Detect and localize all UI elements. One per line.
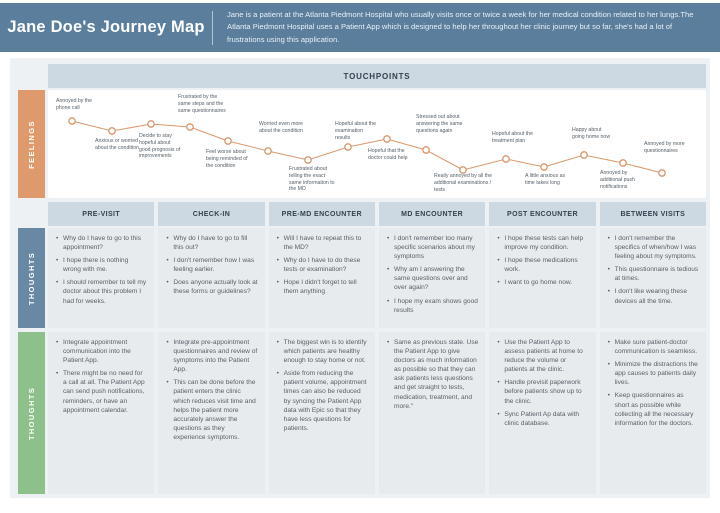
chart-point-label: Decide to stay hopeful about good prognosis of improvements (139, 133, 181, 160)
thought-item: • There might be no need for a call at all. The Patient App can send push notifications, reminders, or have an appointment calendar. (55, 369, 147, 414)
thought-item: • Integrate pre-appointment questionnaires and review of symptoms into the Patient App. (165, 338, 257, 374)
chart-point-label: Hopeful that the doctor could help (368, 148, 408, 161)
thought-cell (600, 332, 706, 494)
thought-item: • I hope there is nothing wrong with me. (55, 256, 147, 274)
chart-point-label: Annoyed by more questionnaires (644, 141, 685, 154)
feelings-journey-chart (48, 90, 706, 198)
thought-item: • I hope these medications work. (496, 256, 588, 274)
feelings-band-label: FEELINGS (27, 119, 36, 169)
thought-item: • Minimize the distractions the app causes to patients daily lives. (607, 360, 699, 387)
thoughts-band-label: THOUGHTS (27, 251, 36, 305)
chart-point-label: Really annoyed by all the additional examinations / tests (434, 173, 492, 193)
thought-item: • Make sure patient-doctor communication is seamless. (607, 338, 699, 356)
stage-column-header: BETWEEN VISITS (600, 202, 706, 226)
stage-column-header: MD ENCOUNTER (379, 202, 485, 226)
thought-item: • I don't like wearing these devices all the time. (607, 287, 699, 305)
thought-cell (379, 228, 485, 328)
chart-point-label: Hopeful about the treatment plan (492, 131, 533, 144)
thought-cell (158, 332, 264, 494)
thought-item: • Handle previsit paperwork before patients show up to the clinic. (496, 378, 588, 405)
chart-point-label: Frustrated by the same steps and the same questionnaires (178, 94, 226, 114)
chart-point-label: Frustrated about telling the exact same information to the MD (289, 166, 335, 193)
thoughts-band (18, 228, 45, 328)
thought-list (607, 234, 699, 306)
thought-list (496, 234, 588, 287)
feelings-band (18, 90, 45, 198)
thought-list (607, 338, 699, 428)
chart-point (225, 138, 231, 144)
chart-point (109, 128, 115, 134)
chart-point (345, 144, 351, 150)
thought-item: • Integrate appointment communication into the Patient App. (55, 338, 147, 365)
thought-item: • This questionnaire is tedious at times. (607, 265, 699, 283)
thought-item: • Why am I answering the same questions over and over again? (386, 265, 478, 292)
stage-column-headers (48, 202, 706, 226)
chart-point (620, 160, 626, 166)
thought-cell (158, 228, 264, 328)
page-header (0, 3, 720, 52)
thought-list (276, 338, 368, 433)
thought-list (55, 338, 147, 415)
thought-item: • Why do I have to go to this appointment? (55, 234, 147, 252)
journey-map-board (10, 58, 710, 498)
thought-item: • Same as previous state. Use the Patient App to give doctors as much information as possible so that they can ask patients less questions and get straight to tests, medication, treatment, and more." (386, 338, 478, 411)
thought-cell (379, 332, 485, 494)
chart-point (265, 148, 271, 154)
chart-point (148, 121, 154, 127)
chart-point (384, 136, 390, 142)
thought-list (165, 338, 257, 442)
chart-point (541, 164, 547, 170)
thought-item: • I don't remember too many specific scenarios about my symptoms (386, 234, 478, 261)
thought-cell (489, 332, 595, 494)
stage-column-header: POST ENCOUNTER (489, 202, 595, 226)
chart-point (423, 147, 429, 153)
chart-point-label: Worried even more about the condition (259, 121, 304, 134)
thought-item: • I hope these tests can help improve my condition. (496, 234, 588, 252)
thought-item: • I don't remember the specifics of when/how I was feeling about my symptoms. (607, 234, 699, 261)
chart-point-label: Feel worse about being reminded of the condition (206, 149, 248, 169)
thought-item: • I want to go home now. (496, 278, 588, 287)
chart-point-label: Anxious or worried about the condition (95, 138, 139, 151)
thought-list (165, 234, 257, 297)
thought-item: • Why do I have to go to fill this out? (165, 234, 257, 252)
thought-item: • Will I have to repeat this to the MD? (276, 234, 368, 252)
thought-item: • This can be done before the patient enters the clinic which reduces visit time and helps the patient more accurately answer the questions as they experience symptoms. (165, 378, 257, 442)
thought-list (276, 234, 368, 297)
chart-point (305, 157, 311, 163)
thoughts-opportunities-band (18, 332, 45, 494)
thought-item: • I hope my exam shows good results (386, 297, 478, 315)
chart-point-label: Annoyed by additional push notifications (600, 170, 635, 190)
thought-item: • Hope I didn't forget to tell them anything (276, 278, 368, 296)
thoughts-opportunities-band-label: THOUGHTS (27, 386, 36, 440)
chart-point-label: A little anxious as time takes long (525, 173, 566, 186)
thought-item: • I should remember to tell my doctor about this problem I had for weeks. (55, 278, 147, 305)
thoughts-row (48, 228, 706, 328)
chart-point (659, 170, 665, 176)
thought-list (496, 338, 588, 428)
chart-point (69, 118, 75, 124)
stage-column-header: PRE-VISIT (48, 202, 154, 226)
thought-item: • Use the Patient App to assess patients at home to reduce the volume or patients at the clinic. (496, 338, 588, 374)
patient-description: Jane is a patient at the Atlanta Piedmont Hospital who usually visits once or twice a week for her medical condition related to her lungs.The Atlanta Piedmont Hospital uses a Patient App which is designed to help her throughout her clinic journey but so far, she's had a lot of frustrations using this application. (227, 10, 694, 44)
thought-cell (48, 228, 154, 328)
thought-item: • Sync Patient Ap data with clinic database. (496, 410, 588, 428)
thought-item: • Keep questionnaires as short as possible while collecting all the necessary information for the doctors. (607, 391, 699, 427)
page-title: Jane Doe's Journey Map (7, 18, 205, 36)
chart-point-label: Hopeful about the examination results (335, 121, 376, 141)
stage-column-header: PRE-MD ENCOUNTER (269, 202, 375, 226)
thought-item: • Does anyone actually look at these forms or guidelines? (165, 278, 257, 296)
chart-point (187, 124, 193, 130)
thought-cell (48, 332, 154, 494)
thought-item: • Why do I have to do these tests or examination? (276, 256, 368, 274)
chart-point (581, 152, 587, 158)
thought-item: • Aside from reducing the patient volume, appointment times can also be reduced by syncing the Patient App data with Epic so that they have less questions for patients. (276, 369, 368, 433)
thought-cell (489, 228, 595, 328)
opportunities-row (48, 332, 706, 494)
stage-column-header: CHECK-IN (158, 202, 264, 226)
chart-point-label: Annoyed by the phone call (56, 98, 93, 111)
thought-item: • I don't remember how I was feeling earlier. (165, 256, 257, 274)
chart-point (503, 156, 509, 162)
thought-list (55, 234, 147, 306)
thought-cell (600, 228, 706, 328)
thought-list (386, 234, 478, 315)
touchpoints-header: TOUCHPOINTS (48, 64, 706, 88)
thought-list (386, 338, 478, 411)
chart-point-label: Stressed out about answering the same questions again (416, 114, 463, 134)
thought-cell (269, 228, 375, 328)
thought-item: • The biggest win is to identify which patients are healthy enough to stay home or not. (276, 338, 368, 365)
thought-cell (269, 332, 375, 494)
chart-point-label: Happy about going home now (572, 127, 611, 140)
